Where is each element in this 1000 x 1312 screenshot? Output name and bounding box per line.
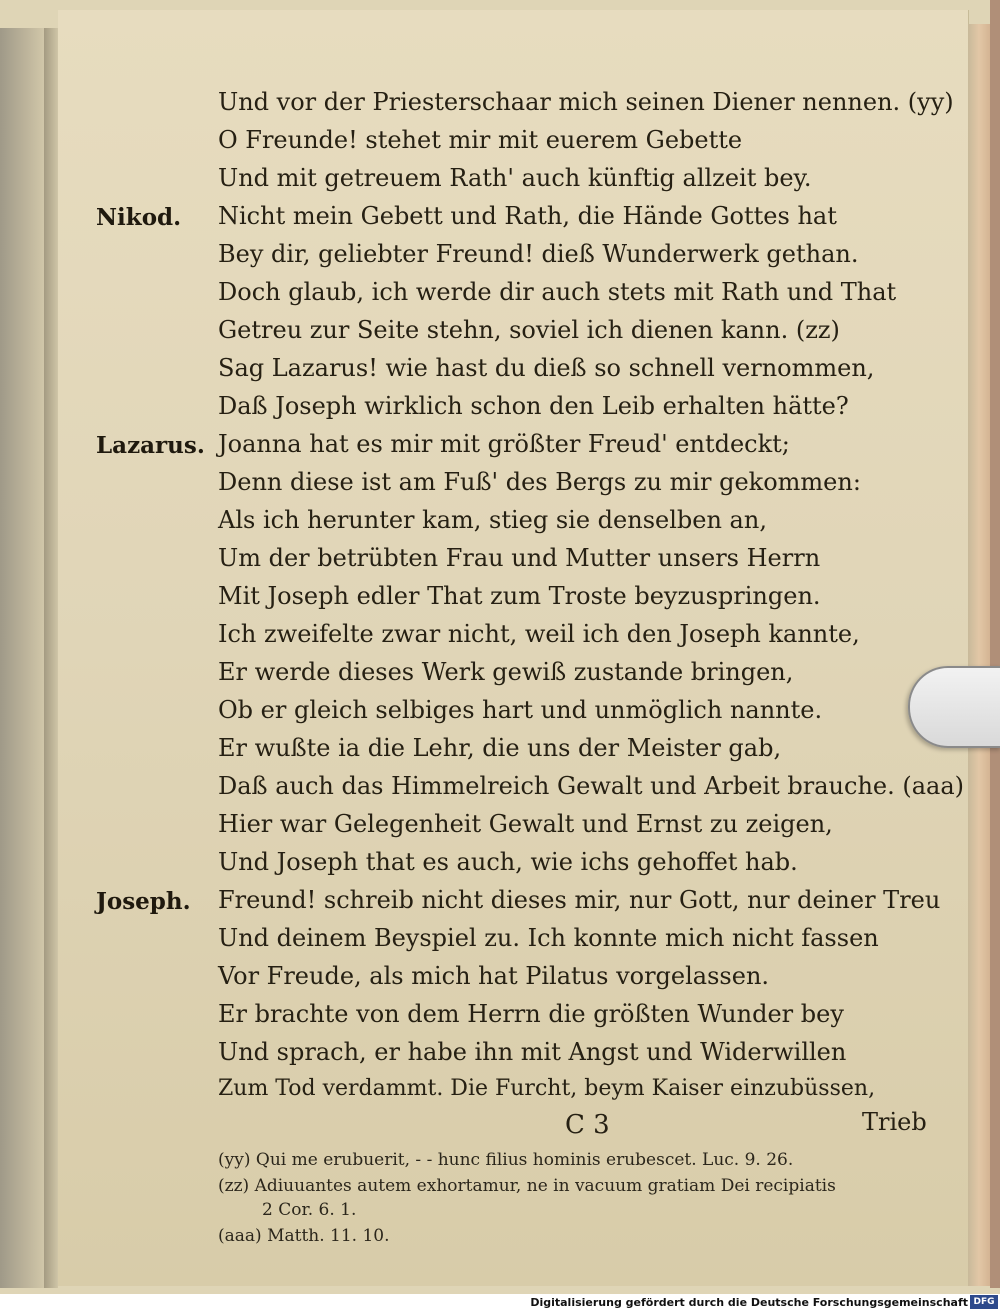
verse-line: Daß Joseph wirklich schon den Leib erhalten hätte?	[218, 392, 849, 420]
verse-line: O Freunde! stehet mir mit euerem Gebette	[218, 126, 743, 154]
catchword: Trieb	[862, 1108, 927, 1136]
funding-credit: Digitalisierung gefördert durch die Deutsche Forschungsgemeinschaft	[530, 1296, 968, 1309]
verse-line: Denn diese ist am Fuß' des Bergs zu mir gekommen:	[218, 468, 861, 496]
verse-line: Als ich herunter kam, stieg sie denselben an,	[218, 506, 767, 534]
verse-line: Und deinem Beyspiel zu. Ich konnte mich nicht fassen	[218, 924, 879, 952]
speaker-label: Lazarus.	[96, 432, 205, 459]
verse-line: Nicht mein Gebett und Rath, die Hände Gottes hat	[218, 202, 837, 230]
verse-line: Freund! schreib nicht dieses mir, nur Gott, nur deiner Treu	[218, 886, 941, 914]
right-page-edges	[968, 24, 990, 1286]
verse-line: Doch glaub, ich werde dir auch stets mit Rath und That	[218, 278, 897, 306]
verse-line: Ich zweifelte zwar nicht, weil ich den Joseph kannte,	[218, 620, 860, 648]
speaker-label: Nikod.	[96, 204, 182, 231]
speaker-label: Joseph.	[96, 888, 191, 915]
footnote-reference: 2 Cor. 6. 1.	[262, 1200, 357, 1220]
verse-line: Und sprach, er habe ihn mit Angst und Widerwillen	[218, 1038, 847, 1066]
book-cover-edge	[990, 0, 1000, 1288]
verse-line: Hier war Gelegenheit Gewalt und Ernst zu zeigen,	[218, 810, 833, 838]
verse-line: Zum Tod verdammt. Die Furcht, beym Kaiser einzubüssen,	[218, 1076, 876, 1101]
verse-line: Sag Lazarus! wie hast du dieß so schnell vernommen,	[218, 354, 875, 382]
left-page-edge	[0, 28, 44, 1288]
dfg-logo-icon: DFG	[970, 1295, 998, 1309]
verse-line: Vor Freude, als mich hat Pilatus vorgelassen.	[218, 962, 770, 990]
book-gutter	[44, 28, 58, 1288]
verse-line: Er wußte ia die Lehr, die uns der Meister gab,	[218, 734, 782, 762]
verse-line: Daß auch das Himmelreich Gewalt und Arbeit brauche. (aaa)	[218, 772, 965, 800]
footnote: (zz) Adiuuantes autem exhortamur, ne in vacuum gratiam Dei recipiatis	[218, 1176, 836, 1196]
verse-line: Joanna hat es mir mit größter Freud' entdeckt;	[218, 430, 790, 458]
footnote: (yy) Qui me erubuerit, - - hunc filius hominis erubescet. Luc. 9. 26.	[218, 1150, 794, 1170]
verse-line: Bey dir, geliebter Freund! dieß Wunderwerk gethan.	[218, 240, 859, 268]
signature-mark: C 3	[565, 1110, 610, 1140]
bookmark-clip	[908, 666, 1000, 748]
verse-line: Er brachte von dem Herrn die größten Wunder bey	[218, 1000, 844, 1028]
footnote: (aaa) Matth. 11. 10.	[218, 1226, 390, 1246]
verse-line: Getreu zur Seite stehn, soviel ich dienen kann. (zz)	[218, 316, 840, 344]
verse-line: Er werde dieses Werk gewiß zustande bringen,	[218, 658, 794, 686]
verse-line: Mit Joseph edler That zum Troste beyzuspringen.	[218, 582, 821, 610]
verse-line: Ob er gleich selbiges hart und unmöglich nannte.	[218, 696, 823, 724]
verse-line: Und Joseph that es auch, wie ichs gehoffet hab.	[218, 848, 798, 876]
verse-line: Und vor der Priesterschaar mich seinen Diener nennen. (yy)	[218, 88, 954, 116]
verse-line: Um der betrübten Frau und Mutter unsers Herrn	[218, 544, 821, 572]
verse-line: Und mit getreuem Rath' auch künftig allzeit bey.	[218, 164, 812, 192]
